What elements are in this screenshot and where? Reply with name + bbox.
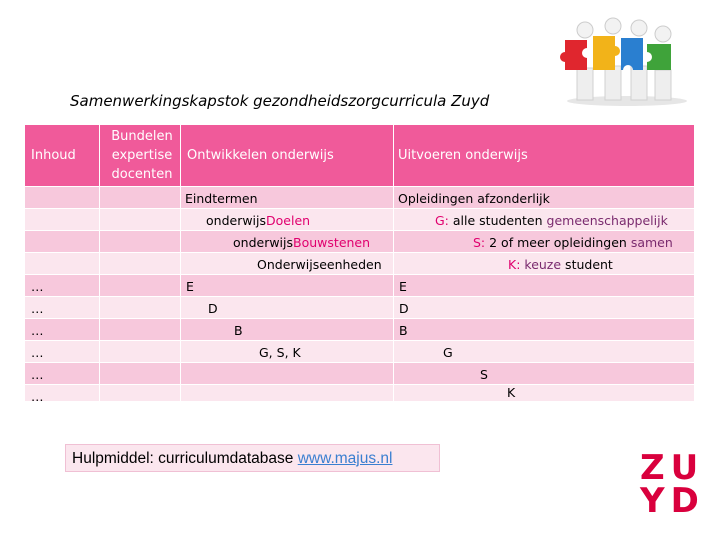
collaboration-table [25, 125, 695, 402]
table-cell [181, 275, 394, 297]
table-cell [100, 187, 181, 209]
majus-link[interactable]: www.majus.nl [297, 450, 393, 467]
uitvoeren-d: D [399, 301, 409, 316]
eindtermen-label: Eindtermen [185, 191, 258, 206]
tool-banner [65, 444, 440, 472]
zuyd-logo: ZU YD [640, 448, 705, 521]
page-title: Samenwerkingskapstok gezondheidszorgcurricula Zuyd [70, 92, 490, 110]
list-item: … [31, 345, 44, 360]
ontwikkelen-gsk: G, S, K [259, 345, 301, 360]
table-cell [394, 341, 695, 363]
header-inhoud: Inhoud [31, 148, 76, 163]
table-cell [100, 341, 181, 363]
uitvoeren-e: E [399, 279, 407, 294]
opleidingen-afzonderlijk-label: Opleidingen afzonderlijk [398, 191, 550, 206]
table-cell [25, 231, 100, 253]
table-cell [100, 209, 181, 231]
table-cell [100, 253, 181, 275]
table-cell [25, 253, 100, 275]
table-cell [100, 363, 181, 385]
table-cell [100, 385, 181, 402]
ontwikkelen-e: E [186, 279, 194, 294]
header-bundelen: Bundelen expertise docenten [111, 129, 173, 182]
onderwijsdoelen-label: onderwijsDoelen [206, 213, 311, 228]
table-cell [394, 319, 695, 341]
uitvoeren-s: S [480, 367, 488, 382]
onderwijsbouwstenen-label: onderwijsBouwstenen [233, 235, 371, 250]
table-cell [181, 385, 394, 402]
table-cell [394, 275, 695, 297]
k-description: K: keuze student [508, 257, 613, 272]
ontwikkelen-d: D [208, 301, 218, 316]
table-cell [181, 363, 394, 385]
table-cell [100, 319, 181, 341]
table-cell [394, 297, 695, 319]
table-cell [100, 275, 181, 297]
uitvoeren-k: K [507, 385, 516, 400]
header-ontwikkelen: Ontwikkelen onderwijs [187, 148, 334, 163]
s-description: S: 2 of meer opleidingen samen [473, 235, 673, 250]
table-cell [25, 209, 100, 231]
table-cell [394, 363, 695, 385]
table-cell [100, 297, 181, 319]
header-uitvoeren: Uitvoeren onderwijs [398, 148, 528, 163]
g-description: G: alle studenten gemeenschappelijk [435, 213, 668, 228]
list-item: … [31, 301, 44, 316]
ontwikkelen-b: B [234, 323, 243, 338]
uitvoeren-b: B [399, 323, 408, 338]
tool-label: Hulpmiddel: curriculumdatabase [72, 450, 298, 467]
table-cell [181, 319, 394, 341]
table-cell [394, 385, 695, 402]
table-cell [100, 231, 181, 253]
list-item: … [31, 323, 44, 338]
puzzle-people-image [555, 8, 695, 108]
list-item: … [31, 367, 44, 382]
table-cell [25, 187, 100, 209]
uitvoeren-g: G [443, 345, 453, 360]
list-item: … [31, 279, 44, 294]
list-item: … [31, 389, 44, 404]
onderwijseenheden-label: Onderwijseenheden [257, 257, 382, 272]
